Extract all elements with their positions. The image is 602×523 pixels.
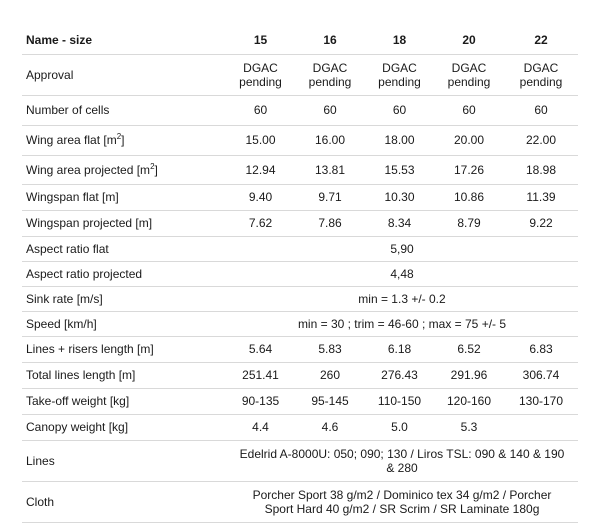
span-proj-20: 8.79 bbox=[434, 210, 504, 236]
total-lines-15: 251.41 bbox=[226, 362, 295, 388]
canopy-18: 5.0 bbox=[365, 414, 434, 440]
canopy-22 bbox=[504, 414, 578, 440]
speed-label: Speed [km/h] bbox=[22, 311, 226, 336]
canopy-16: 4.6 bbox=[295, 414, 365, 440]
takeoff-20: 120-160 bbox=[434, 388, 504, 414]
span-proj-row bbox=[22, 210, 578, 236]
sink-label: Sink rate [m/s] bbox=[22, 286, 226, 311]
lines-risers-label: Lines + risers length [m] bbox=[22, 336, 226, 362]
canopy-row bbox=[22, 414, 578, 440]
takeoff-label: Take-off weight [kg] bbox=[22, 388, 226, 414]
lines-risers-16: 5.83 bbox=[295, 336, 365, 362]
lines-risers-20: 6.52 bbox=[434, 336, 504, 362]
area-proj-label bbox=[22, 155, 226, 184]
cells-15: 60 bbox=[226, 95, 295, 125]
area-proj-16: 13.81 bbox=[295, 155, 365, 184]
cells-18: 60 bbox=[365, 95, 434, 125]
area-flat-18: 18.00 bbox=[365, 125, 434, 155]
lines-risers-18: 6.18 bbox=[365, 336, 434, 362]
lines-risers-22: 6.83 bbox=[504, 336, 578, 362]
size-20-header: 20 bbox=[434, 26, 504, 54]
cloth-value-text: Porcher Sport 38 g/m2 / Dominico tex 34 g/m2 / Porcher Sport Hard 40 g/m2 / SR Scrim / SR Laminate 180g bbox=[252, 487, 552, 516]
cells-22: 60 bbox=[504, 95, 578, 125]
ar-flat-row bbox=[22, 236, 578, 261]
takeoff-16: 95-145 bbox=[295, 388, 365, 414]
sink-row bbox=[22, 286, 578, 311]
span-flat-row bbox=[22, 184, 578, 210]
span-proj-label: Wingspan projected [m] bbox=[22, 210, 226, 236]
span-flat-18: 10.30 bbox=[365, 184, 434, 210]
span-flat-16: 9.71 bbox=[295, 184, 365, 210]
ar-proj-row bbox=[22, 261, 578, 286]
total-lines-20: 291.96 bbox=[434, 362, 504, 388]
area-flat-label bbox=[22, 125, 226, 155]
size-22-header: 22 bbox=[504, 26, 578, 54]
speed-row bbox=[22, 311, 578, 336]
size-16-header: 16 bbox=[295, 26, 365, 54]
area-proj-15: 12.94 bbox=[226, 155, 295, 184]
approval-row bbox=[22, 54, 578, 95]
area-proj-label-end: ] bbox=[154, 162, 158, 177]
lines-label: Lines bbox=[22, 440, 226, 481]
area-proj-18: 15.53 bbox=[365, 155, 434, 184]
takeoff-18: 110-150 bbox=[365, 388, 434, 414]
speed-value: min = 30 ; trim = 46-60 ; max = 75 +/- 5 bbox=[226, 311, 578, 336]
span-proj-16: 7.86 bbox=[295, 210, 365, 236]
ar-proj-label: Aspect ratio projected bbox=[22, 261, 226, 286]
span-flat-22: 11.39 bbox=[504, 184, 578, 210]
canopy-20: 5.3 bbox=[434, 414, 504, 440]
takeoff-22: 130-170 bbox=[504, 388, 578, 414]
specs-table-wrapper bbox=[22, 26, 578, 523]
area-flat-15: 15.00 bbox=[226, 125, 295, 155]
total-lines-22: 306.74 bbox=[504, 362, 578, 388]
lines-row bbox=[22, 440, 578, 481]
area-proj-22: 18.98 bbox=[504, 155, 578, 184]
approval-label: Approval bbox=[22, 54, 226, 95]
area-flat-16: 16.00 bbox=[295, 125, 365, 155]
total-lines-18: 276.43 bbox=[365, 362, 434, 388]
area-proj-row bbox=[22, 155, 578, 184]
span-proj-18: 8.34 bbox=[365, 210, 434, 236]
header-row bbox=[22, 26, 578, 54]
canopy-15: 4.4 bbox=[226, 414, 295, 440]
area-flat-unit-sup: 2 bbox=[116, 132, 122, 141]
area-flat-row bbox=[22, 125, 578, 155]
takeoff-row bbox=[22, 388, 578, 414]
cloth-label: Cloth bbox=[22, 481, 226, 522]
area-proj-unit-sup: 2 bbox=[150, 161, 155, 171]
approval-22: DGAC pending bbox=[504, 54, 578, 95]
area-proj-label-text: Wing area projected [m bbox=[26, 162, 151, 177]
cells-20: 60 bbox=[434, 95, 504, 125]
area-flat-label-text: Wing area flat [m bbox=[26, 133, 117, 147]
span-flat-label: Wingspan flat [m] bbox=[22, 184, 226, 210]
ar-proj-value: 4,48 bbox=[226, 261, 578, 286]
canopy-label: Canopy weight [kg] bbox=[22, 414, 226, 440]
takeoff-15: 90-135 bbox=[226, 388, 295, 414]
span-flat-15: 9.40 bbox=[226, 184, 295, 210]
cells-row bbox=[22, 95, 578, 125]
cells-label: Number of cells bbox=[22, 95, 226, 125]
sink-value: min = 1.3 +/- 0.2 bbox=[226, 286, 578, 311]
lines-value-text: Edelrid A-8000U: 050; 090; 130 / Liros TSL: 090 & 140 & 190 & 280 bbox=[239, 446, 565, 475]
header-label: Name - size bbox=[22, 26, 226, 54]
approval-20: DGAC pending bbox=[434, 54, 504, 95]
total-lines-16: 260 bbox=[295, 362, 365, 388]
glider-specs-table bbox=[22, 26, 578, 523]
approval-18: DGAC pending bbox=[365, 54, 434, 95]
cells-16: 60 bbox=[295, 95, 365, 125]
ar-flat-value: 5,90 bbox=[226, 236, 578, 261]
area-proj-20: 17.26 bbox=[434, 155, 504, 184]
ar-flat-label: Aspect ratio flat bbox=[22, 236, 226, 261]
span-proj-22: 9.22 bbox=[504, 210, 578, 236]
area-flat-22: 22.00 bbox=[504, 125, 578, 155]
lines-risers-row bbox=[22, 336, 578, 362]
size-15-header: 15 bbox=[226, 26, 295, 54]
total-lines-label: Total lines length [m] bbox=[22, 362, 226, 388]
approval-15: DGAC pending bbox=[226, 54, 295, 95]
area-flat-label-end: ] bbox=[121, 133, 125, 147]
approval-16: DGAC pending bbox=[295, 54, 365, 95]
lines-value bbox=[226, 440, 578, 481]
span-proj-15: 7.62 bbox=[226, 210, 295, 236]
span-flat-20: 10.86 bbox=[434, 184, 504, 210]
area-flat-20: 20.00 bbox=[434, 125, 504, 155]
total-lines-row bbox=[22, 362, 578, 388]
size-18-header: 18 bbox=[365, 26, 434, 54]
lines-risers-15: 5.64 bbox=[226, 336, 295, 362]
